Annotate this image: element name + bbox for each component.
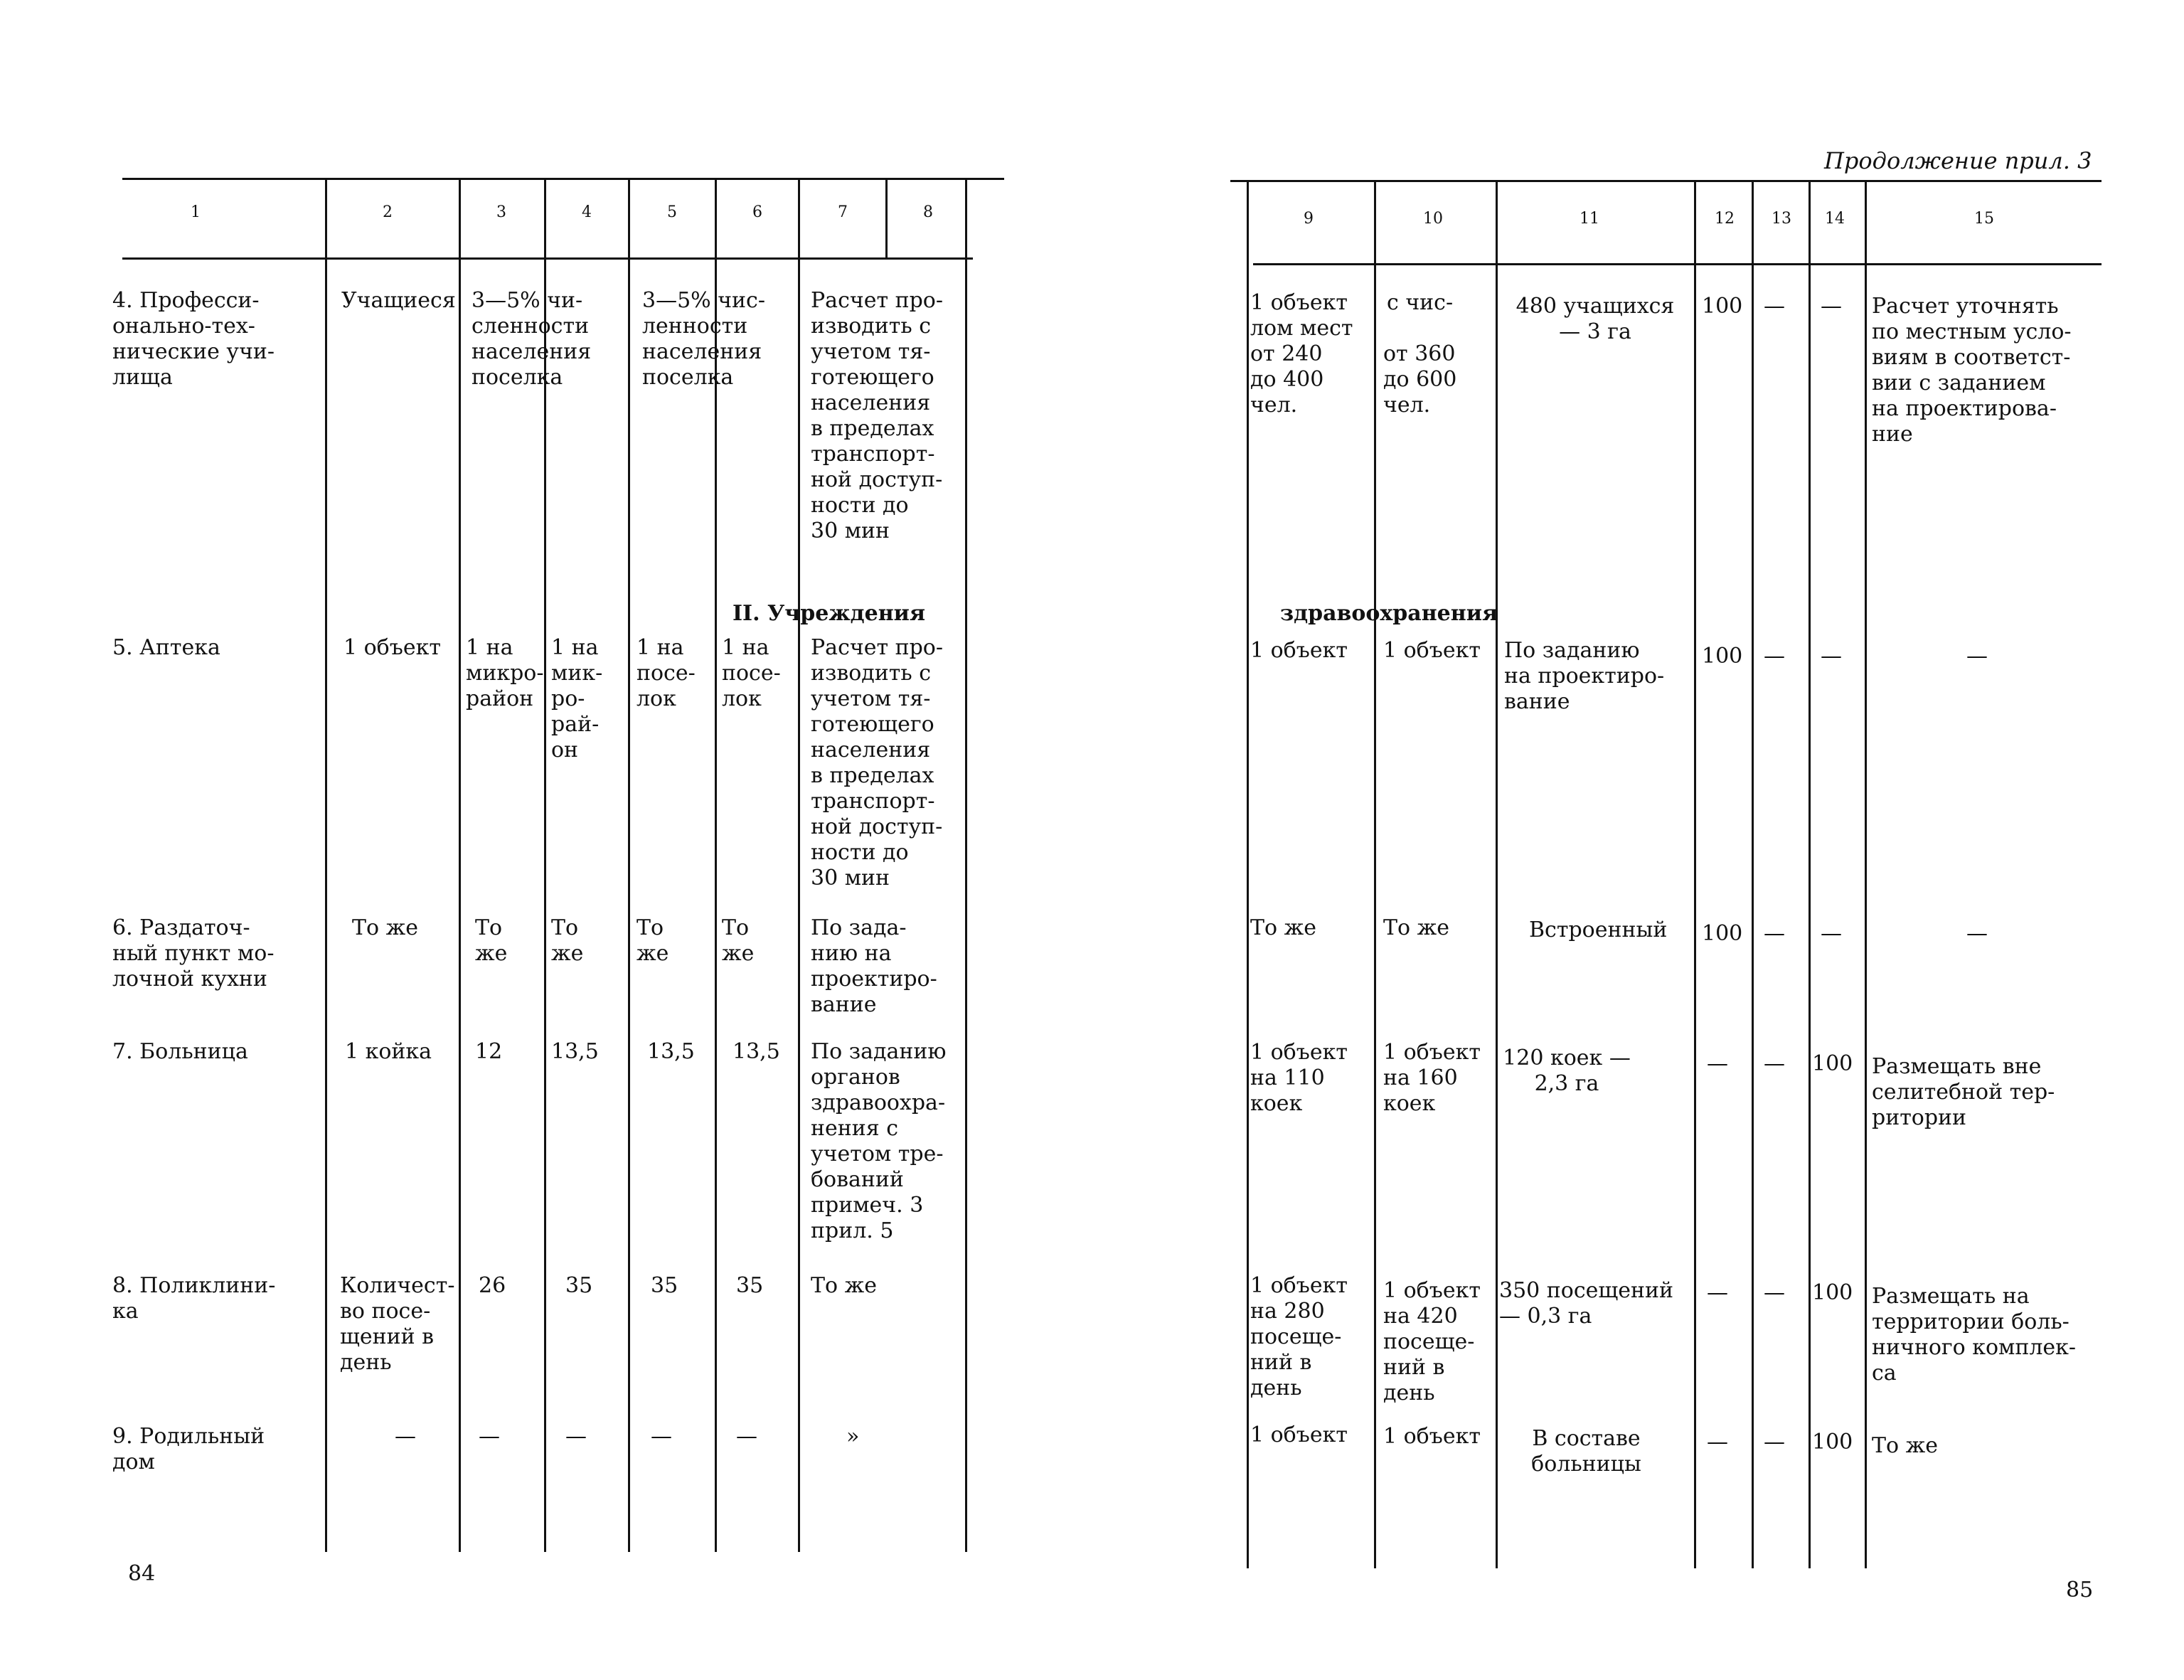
column-number: 4: [582, 203, 592, 221]
cell-c4: 1 на мик- ро- рай- он: [551, 635, 603, 762]
cell-c10: 1 объект: [1383, 1424, 1481, 1449]
right-column-rule: [1694, 181, 1696, 1568]
cell-c7: То же: [811, 1273, 877, 1298]
column-number: 3: [496, 203, 506, 221]
left-column-rule: [885, 179, 888, 259]
cell-c15: —: [1966, 644, 1988, 669]
cell-c3: 12: [475, 1039, 503, 1064]
row-unit: 1 объект: [343, 635, 441, 660]
cell-c9: 1 объект на 110 коек: [1250, 1040, 1348, 1116]
cell-c15: Размещать на территории боль- ничного комплек- са: [1872, 1284, 2077, 1386]
cell-c15: Расчет уточнять по местным усло- виям в соответст- вии с заданием на проектирова- ние: [1872, 294, 2072, 447]
right-column-rule: [1374, 181, 1376, 1568]
left-column-rule: [965, 179, 967, 1552]
cell-c14: —: [1821, 294, 1842, 319]
right-column-rule: [1496, 181, 1498, 1568]
cell-c12: —: [1707, 1280, 1728, 1305]
cell-c11: 120 коек — 2,3 га: [1503, 1046, 1631, 1096]
section-heading: здравоохранения: [1280, 601, 1498, 626]
cell-c15: Размещать вне селитебной тер- ритории: [1872, 1054, 2055, 1130]
cell-c13: —: [1764, 1051, 1785, 1076]
cell-c4: —: [565, 1424, 587, 1449]
continuation-label: Продолжение прил. 3: [1824, 147, 2092, 174]
cell-c10: 1 объект на 160 коек: [1383, 1040, 1481, 1116]
cell-c3: То же: [475, 915, 508, 966]
cell-c4: 35: [565, 1273, 593, 1298]
cell-c6: 35: [736, 1273, 764, 1298]
column-number: 15: [1974, 210, 1994, 228]
cell-c10: 1 объект на 420 посеще- ний в день: [1383, 1278, 1481, 1405]
column-number: 9: [1304, 210, 1314, 228]
cell-c11: В составе больницы: [1531, 1426, 1641, 1477]
cell-c11: 350 посещений — 0,3 га: [1499, 1278, 1674, 1329]
row-name: 8. Поликлини- ка: [112, 1273, 276, 1324]
column-number: 1: [191, 203, 201, 221]
cell-c14: 100: [1812, 1430, 1853, 1455]
cell-c9: 1 объект: [1250, 638, 1348, 663]
column-number: 11: [1580, 210, 1599, 228]
row-name: 5. Аптека: [112, 635, 220, 660]
cell-c10: То же: [1383, 915, 1449, 940]
row-name: 4. Професси- онально-тех- нические учи- лища: [112, 288, 275, 390]
cell-c9: 1 объект на 280 посеще- ний в день: [1250, 1273, 1348, 1400]
left-column-rule: [798, 179, 800, 1552]
cell-c3: 1 на микро- район: [466, 635, 544, 711]
column-number: 6: [752, 203, 762, 221]
cell-c12: —: [1707, 1051, 1728, 1076]
right-column-rule: [1247, 181, 1249, 1568]
left-column-rule: [628, 179, 630, 1552]
column-number: 2: [383, 203, 393, 221]
cell-c13: —: [1764, 644, 1785, 669]
cell-c13: —: [1764, 1280, 1785, 1305]
row-unit: То же: [352, 915, 418, 940]
page-number: 85: [2066, 1578, 2094, 1602]
right-column-rule: [1752, 181, 1754, 1568]
cell-c11: 480 учащихся — 3 га: [1516, 294, 1675, 344]
row-name: 9. Родильный дом: [112, 1424, 265, 1474]
cell-c5: То же: [636, 915, 669, 966]
cell-c14: —: [1821, 921, 1842, 946]
row-unit: —: [395, 1424, 416, 1449]
cell-c6: 13,5: [733, 1039, 780, 1064]
column-number: 5: [667, 203, 677, 221]
cell-c12: 100: [1702, 921, 1743, 946]
cell-c4: 13,5: [551, 1039, 599, 1064]
cell-c9: 1 объект: [1250, 1423, 1348, 1447]
cell-c15: То же: [1872, 1433, 1938, 1458]
section-heading: II. Учреждения: [733, 601, 926, 626]
left-column-rule: [459, 179, 461, 1552]
cell-c7: Расчет про- изводить с учетом тя- готеющего населения в пределах транспорт- ной доступ- ности до 30 мин: [811, 635, 943, 890]
cell-c14: 100: [1812, 1280, 1853, 1305]
row-unit: 1 койка: [345, 1039, 432, 1064]
row-unit: Количест- во посе- щений в день: [340, 1273, 455, 1375]
cell-c3: 3—5% чи- сленности населения поселка: [472, 288, 592, 390]
cell-c10: 1 объект: [1383, 638, 1481, 663]
left-top-rule: [122, 178, 1004, 180]
cell-c5: —: [651, 1424, 672, 1449]
cell-c9: То же: [1250, 915, 1316, 940]
cell-c12: —: [1707, 1430, 1728, 1455]
cell-c12: 100: [1702, 294, 1743, 319]
right-column-rule: [1865, 181, 1867, 1568]
page-number: 84: [128, 1561, 156, 1586]
cell-c15: —: [1966, 921, 1988, 946]
left-column-rule: [325, 179, 327, 1552]
left-header-bottom-rule: [122, 257, 973, 260]
column-number: 13: [1772, 210, 1791, 228]
cell-c9: 1 объект лом мест от 240 до 400 чел.: [1250, 290, 1353, 418]
cell-c13: —: [1764, 921, 1785, 946]
row-unit: Учащиеся: [341, 288, 456, 313]
cell-c7: »: [846, 1424, 860, 1449]
cell-c7: По заданию органов здравоохра- нения с учетом тре- бований примеч. 3 прил. 5: [811, 1039, 947, 1243]
cell-c5: 35: [651, 1273, 678, 1298]
cell-c3: 26: [479, 1273, 506, 1298]
row-name: 7. Больница: [112, 1039, 248, 1064]
row-name: 6. Раздаточ- ный пункт мо- лочной кухни: [112, 915, 275, 991]
cell-c10: от 360 до 600 чел.: [1383, 341, 1457, 418]
cell-c14: —: [1821, 644, 1842, 669]
right-column-rule: [1809, 181, 1811, 1568]
cell-c4: То же: [551, 915, 584, 966]
cell-c6: 1 на посе- лок: [722, 635, 781, 711]
column-number: 8: [923, 203, 933, 221]
column-number: 7: [838, 203, 848, 221]
cell-c5: 1 на посе- лок: [636, 635, 696, 711]
column-number: 14: [1825, 210, 1845, 228]
cell-c11: По заданию на проектиро- вание: [1504, 638, 1665, 714]
cell-c3: —: [479, 1424, 500, 1449]
cell-c5: 13,5: [647, 1039, 695, 1064]
column-number: 12: [1715, 210, 1735, 228]
right-top-rule: [1230, 180, 2102, 182]
cell-c13: —: [1764, 294, 1785, 319]
cell-c14: 100: [1812, 1051, 1853, 1076]
cell-c6: —: [736, 1424, 757, 1449]
column-number: 10: [1423, 210, 1443, 228]
cell-c12: 100: [1702, 644, 1743, 669]
cell-c13: —: [1764, 1430, 1785, 1455]
cell-c5: 3—5% чис- ленности населения поселка: [642, 288, 765, 390]
cell-c11: Встроенный: [1529, 918, 1668, 942]
cell-c6: То же: [722, 915, 755, 966]
cell-c7: Расчет про- изводить с учетом тя- готеющего населения в пределах транспорт- ной доступ- ности до 30 мин: [811, 288, 943, 543]
cell-c7: По зада- нию на проектиро- вание: [811, 915, 937, 1017]
right-header-bottom-rule: [1253, 263, 2102, 265]
cell-c10-continuation: с чис-: [1387, 290, 1454, 315]
